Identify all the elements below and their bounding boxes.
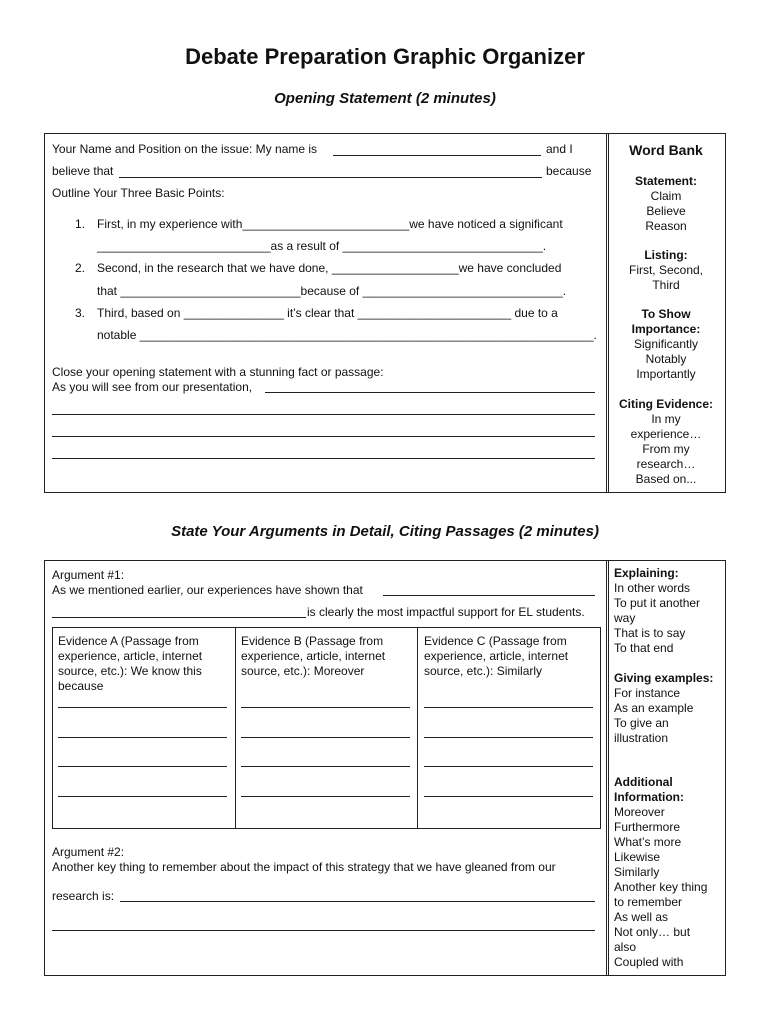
word-research: research… (636, 457, 696, 471)
phrase-as-well-as: As well as (614, 910, 669, 924)
evidence-b-field-3[interactable] (241, 766, 410, 767)
phrase-likewise: Likewise (614, 850, 661, 864)
evidence-a-line-3: source, etc.): We know this (58, 664, 202, 678)
word-third: Third (652, 278, 680, 292)
phrase-for-instance: For instance (614, 686, 681, 700)
evidence-a-field-1[interactable] (58, 707, 227, 708)
word-first-second: First, Second, (628, 263, 704, 277)
name-position-label: Your Name and Position on the issue: My name is (52, 142, 318, 156)
word-experience: experience… (630, 427, 702, 441)
phrase-to-put-it: To put it another (614, 596, 701, 610)
statement-heading: Statement: (634, 174, 697, 188)
importance-heading-2: Importance: (631, 322, 701, 336)
point-2-number: 2. (75, 261, 86, 275)
phrase-in-other-words: In other words (614, 581, 691, 595)
phrase-as-an-example: As an example (614, 701, 694, 715)
phrase-coupled-with: Coupled with (614, 955, 684, 969)
word-believe: Believe (646, 204, 686, 218)
evidence-c-line-3: source, etc.): Similarly (424, 664, 543, 678)
point-3-line-2[interactable]: notable ____________________________________________________________________. (97, 328, 597, 342)
phrase-also: also (614, 940, 637, 954)
phrase-way: way (614, 611, 636, 625)
evidence-a-field-3[interactable] (58, 766, 227, 767)
evidence-c-field-2[interactable] (424, 737, 593, 738)
because-label: because (546, 164, 592, 178)
phrase-illustration: illustration (614, 731, 669, 745)
importance-heading-1: To Show (641, 307, 691, 321)
evidence-b-field-4[interactable] (241, 796, 410, 797)
argument-1-field-1[interactable] (383, 595, 595, 596)
argument-2-field-2[interactable] (52, 930, 595, 931)
close-instruction: Close your opening statement with a stunning fact or passage: (52, 365, 384, 379)
phrase-to-give-an: To give an (614, 716, 669, 730)
opening-subtitle: Opening Statement (2 minutes) (274, 90, 496, 107)
argument-2-field-1[interactable] (120, 901, 595, 902)
phrase-to-remember: to remember (614, 895, 683, 909)
phrase-another-key-thing: Another key thing (614, 880, 708, 894)
evidence-b-field-1[interactable] (241, 707, 410, 708)
point-3-line-1[interactable]: Third, based on _______________ it’s clear that _______________________ due to a (97, 306, 558, 320)
word-reason: Reason (645, 219, 687, 233)
close-prompt: As you will see from our presentation, (52, 380, 253, 394)
word-in-my: In my (651, 412, 681, 426)
evidence-c-line-1: Evidence C (Passage from (424, 634, 567, 648)
close-field-3[interactable] (52, 436, 595, 437)
point-2-line-1[interactable]: Second, in the research that we have done, ___________________we have concluded (97, 261, 562, 275)
point-1-number: 1. (75, 217, 86, 231)
argument-1-label: Argument #1: (52, 568, 125, 582)
evidence-a-label (58, 634, 202, 694)
evidence-b-line-2: experience, article, internet (241, 649, 386, 663)
evidence-c-label (424, 634, 568, 679)
listing-heading: Listing: (644, 248, 688, 262)
word-notably: Notably (645, 352, 687, 366)
additional-heading-1: Additional (614, 775, 673, 789)
phrase-moreover: Moreover (614, 805, 665, 819)
argument-2-prompt: Another key thing to remember about the impact of this strategy that we have gleaned from our (52, 860, 556, 874)
evidence-a-line-1: Evidence A (Passage from (58, 634, 199, 648)
additional-heading-2: Information: (614, 790, 684, 804)
point-1-line-1[interactable]: First, in my experience with_________________________we have noticed a significant (97, 217, 563, 231)
evidence-a-field-2[interactable] (58, 737, 227, 738)
phrase-that-is-to-say: That is to say (614, 626, 686, 640)
evidence-divider-2 (417, 627, 418, 829)
examples-section (614, 671, 722, 746)
name-field[interactable] (333, 155, 541, 156)
arguments-subtitle: State Your Arguments in Detail, Citing Passages (2 minutes) (171, 523, 599, 540)
word-significantly: Significantly (633, 337, 699, 351)
word-importantly: Importantly (636, 367, 696, 381)
evidence-b-line-1: Evidence B (Passage from (241, 634, 384, 648)
evidence-c-field-1[interactable] (424, 707, 593, 708)
and-i-label: and I (546, 142, 573, 156)
explaining-section (614, 566, 722, 656)
point-3-number: 3. (75, 306, 86, 320)
phrase-furthermore: Furthermore (614, 820, 681, 834)
evidence-c-line-2: experience, article, internet (424, 649, 569, 663)
evidence-b-line-3: source, etc.): Moreover (241, 664, 365, 678)
evidence-heading: Citing Evidence: (618, 397, 713, 411)
word-bank-importance (606, 307, 726, 382)
close-field-1[interactable] (265, 392, 595, 393)
evidence-b-label (241, 634, 385, 679)
word-based-on: Based on... (635, 472, 697, 486)
word-bank-listing (606, 248, 726, 293)
evidence-a-line-2: experience, article, internet (58, 649, 203, 663)
evidence-b-field-2[interactable] (241, 737, 410, 738)
evidence-c-field-3[interactable] (424, 766, 593, 767)
additional-section (614, 775, 722, 970)
argument-1-suffix: is clearly the most impactful support for EL students. (307, 605, 585, 619)
word-claim: Claim (650, 189, 682, 203)
argument-1-field-2[interactable] (52, 617, 306, 618)
evidence-a-field-4[interactable] (58, 796, 227, 797)
page-title: Debate Preparation Graphic Organizer (185, 44, 585, 69)
outline-label: Outline Your Three Basic Points: (52, 186, 225, 200)
phrase-not-only-but: Not only… but (614, 925, 691, 939)
word-bank-title: Word Bank (629, 142, 703, 158)
argument-2-research-label: research is: (52, 889, 115, 903)
phrase-to-that-end: To that end (614, 641, 674, 655)
belief-field[interactable] (119, 177, 542, 178)
believe-label: believe that (52, 164, 114, 178)
word-from-my: From my (642, 442, 690, 456)
phrase-similarly: Similarly (614, 865, 660, 879)
argument-1-prompt: As we mentioned earlier, our experiences have shown that (52, 583, 363, 597)
argument-2-label: Argument #2: (52, 845, 125, 859)
examples-heading: Giving examples: (614, 671, 714, 685)
close-field-2[interactable] (52, 414, 595, 415)
explaining-heading: Explaining: (614, 566, 679, 580)
close-field-4[interactable] (52, 458, 595, 459)
phrase-whats-more: What’s more (614, 835, 682, 849)
evidence-divider-1 (235, 627, 236, 829)
evidence-a-line-4: because (58, 679, 104, 693)
point-2-line-2[interactable]: that ___________________________because of ______________________________. (97, 284, 567, 298)
word-bank-statement (606, 174, 726, 234)
word-bank-evidence (606, 397, 726, 487)
evidence-c-field-4[interactable] (424, 796, 593, 797)
point-1-line-2[interactable]: __________________________as a result of ______________________________. (97, 239, 547, 253)
